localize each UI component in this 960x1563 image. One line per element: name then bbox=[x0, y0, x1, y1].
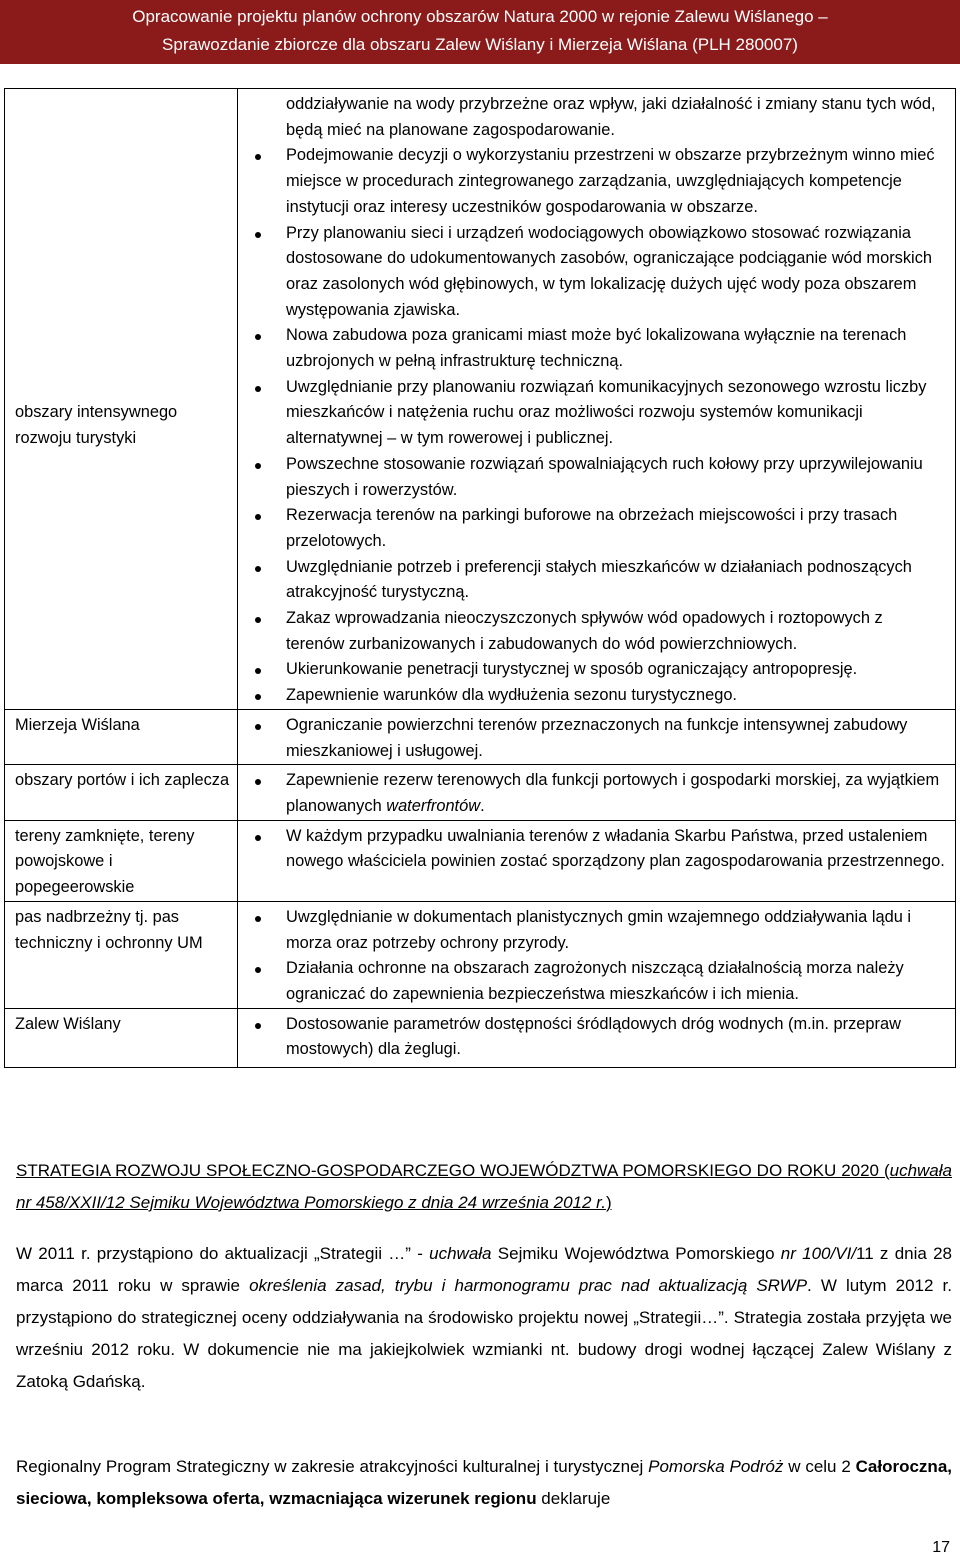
heading-text: STRATEGIA ROZWOJU SPOŁECZNO-GOSPODARCZEGO WOJEWÓDZTWA POMORSKIEGO DO ROKU 2020 ( bbox=[16, 1161, 890, 1180]
row-content bbox=[238, 765, 956, 820]
item-text: Uwzględnianie w dokumentach planistycznych gmin wzajemnego oddziaływania lądu i morza oraz potrzeby ochrony przyrody. bbox=[286, 907, 912, 952]
list-item bbox=[238, 143, 945, 220]
item-text: Dostosowanie parametrów dostępności śródlądowych dróg wodnych (m.in. przepraw mostowych) dla żeglugi. bbox=[286, 1014, 901, 1059]
text: w celu 2 bbox=[783, 1457, 856, 1476]
page-header bbox=[0, 0, 960, 64]
row-content bbox=[238, 820, 956, 901]
item-text: Uwzględnianie potrzeb i preferencji stałych mieszkańców w działaniach podnoszących atrakcyjność turystyczną. bbox=[286, 557, 912, 602]
list-item bbox=[238, 956, 945, 1007]
bullet-list bbox=[238, 768, 945, 819]
text: 11 z dnia 28 marca 2011 roku w sprawie bbox=[16, 1244, 952, 1295]
heading-italic: uchwała nr 458/XXII/12 Sejmiku Województwa Pomorskiego z dnia 24 września 2012 r. bbox=[16, 1161, 952, 1212]
text: W 2011 r. przystąpiono do aktualizacji „Strategii …” - bbox=[16, 1244, 430, 1263]
row-content bbox=[238, 901, 956, 1008]
bullet-icon bbox=[255, 916, 261, 922]
table-row bbox=[5, 709, 956, 764]
item-text: Zapewnienie warunków dla wydłużenia sezonu turystycznego. bbox=[286, 686, 737, 705]
item-text: Ograniczanie powierzchni terenów przeznaczonych na funkcje intensywnej zabudowy mieszkaniowej i usługowej. bbox=[286, 715, 908, 760]
item-end: . bbox=[480, 796, 485, 815]
bullet-list bbox=[238, 143, 945, 708]
continued-text: oddziaływanie na wody przybrzeżne oraz wpływ, jaki działalność i zmiany stanu tych wód, będą mieć na planowane zagospodarowanie. bbox=[286, 95, 936, 139]
row-label: tereny zamknięte, tereny powojskowe i popegeerowskie bbox=[5, 820, 238, 901]
bullet-icon bbox=[255, 154, 261, 160]
page-number: 17 bbox=[932, 1539, 950, 1556]
list-item bbox=[238, 452, 945, 503]
table-row bbox=[5, 89, 956, 710]
table-row bbox=[5, 901, 956, 1008]
table-row bbox=[5, 765, 956, 820]
text: deklaruje bbox=[536, 1489, 611, 1508]
row-label: Zalew Wiślany bbox=[5, 1008, 238, 1067]
strategy-paragraph-2 bbox=[16, 1451, 952, 1515]
bullet-icon bbox=[255, 724, 261, 730]
item-text: Nowa zabudowa poza granicami miast może być lokalizowana wyłącznie na terenach uzbrojonych w pełną infrastrukturę techniczną. bbox=[286, 326, 907, 371]
item-text: Zakaz wprowadzania nieoczyszczonych spływów wód opadowych i roztopowych z terenów zurbanizowanych i zabudowanych do wód powierzchniowych. bbox=[286, 609, 883, 653]
measures-table bbox=[4, 88, 956, 1068]
item-text: Podejmowanie decyzji o wykorzystaniu przestrzeni w obszarze przybrzeżnym winno mieć miejsce w procedurach zintegrowanego zarządzania, uwzględniających kompetencje instytucji oraz interesy uczestników gospodarowania w obszarze. bbox=[286, 146, 935, 216]
bullet-icon bbox=[255, 694, 261, 700]
bullet-icon bbox=[255, 334, 261, 340]
label-line: obszary intensywnego bbox=[15, 403, 178, 421]
list-item bbox=[238, 824, 945, 875]
list-item bbox=[238, 323, 945, 374]
bullet-icon bbox=[255, 668, 261, 674]
item-text: W każdym przypadku uwalniania terenów z władania Skarbu Państwa, przed ustaleniem nowego właściciela powinien zostać sporządzony plan zagospodarowania przestrzennego. bbox=[286, 826, 945, 871]
bold: Całoroczna, sieciowa, kompleksowa oferta, wzmacniająca wizerunek regionu bbox=[16, 1457, 952, 1508]
list-item bbox=[238, 503, 945, 554]
italic: określenia zasad, trybu i harmonogramu prac nad aktualizacją SRWP bbox=[249, 1276, 808, 1295]
heading-end: ) bbox=[605, 1193, 612, 1212]
row-label: pas nadbrzeżny tj. pas techniczny i ochronny UM bbox=[5, 901, 238, 1008]
strategy-paragraph-1 bbox=[16, 1238, 952, 1398]
list-item bbox=[238, 606, 945, 657]
text: Sejmiku Województwa Pomorskiego bbox=[491, 1244, 781, 1263]
list-item bbox=[238, 555, 945, 606]
list-item bbox=[238, 713, 945, 764]
text: . W lutym 2012 r. przystąpiono do strategicznej oceny oddziaływania na środowisko projektu nowej „Strategii…”. Strategia została przyjęta we wrześniu 2012 roku. W dokumencie nie ma jakiejkolwiek wzmianki nt. budowy drogi wodnej łączącej Zalew Wiślany z Zatoką Gdańską. bbox=[16, 1276, 952, 1391]
strategy-heading bbox=[16, 1155, 952, 1219]
list-item bbox=[238, 657, 945, 683]
item-text: Działania ochronne na obszarach zagrożonych niszczącą działalnością morza należy ograniczać do zapewnienia bezpieczeństwa mieszkańców i ich mienia. bbox=[286, 959, 904, 1003]
bullet-list bbox=[238, 824, 945, 875]
list-item bbox=[238, 221, 945, 324]
bullet-icon bbox=[255, 835, 261, 841]
list-item bbox=[238, 768, 945, 819]
italic: uchwała bbox=[429, 1244, 492, 1263]
list-item bbox=[238, 1012, 945, 1063]
row-label bbox=[5, 89, 238, 710]
item-italic: waterfrontów bbox=[386, 796, 481, 815]
item-text: Ukierunkowanie penetracji turystycznej w sposób ograniczający antropopresję. bbox=[286, 660, 858, 679]
bullet-icon bbox=[255, 1023, 261, 1029]
header-line-1: Opracowanie projektu planów ochrony obszarów Natura 2000 w rejonie Zalewu Wiślanego – bbox=[132, 7, 828, 26]
bullet-list bbox=[238, 905, 945, 1008]
item-text: Uwzględnianie przy planowaniu rozwiązań komunikacyjnych sezonowego wzrostu liczby mieszkańców i natężenia ruchu oraz możliwości rozwoju systemów komunikacji alternatywnej – w tym rowerowej i publicznej. bbox=[286, 377, 927, 448]
row-content bbox=[238, 709, 956, 764]
header-line-2: Sprawozdanie zbiorcze dla obszaru Zalew Wiślany i Mierzeja Wiślana (PLH 280007) bbox=[162, 35, 798, 54]
item-text: Powszechne stosowanie rozwiązań spowalniających ruch kołowy przy uprzywilejowaniu pieszych i rowerzystów. bbox=[286, 454, 923, 499]
table-row bbox=[5, 1008, 956, 1067]
bullet-list bbox=[238, 713, 945, 764]
bullet-icon bbox=[255, 617, 261, 623]
bullet-icon bbox=[255, 232, 261, 238]
row-content bbox=[238, 1008, 956, 1067]
list-item bbox=[238, 905, 945, 956]
item-text: Rezerwacja terenów na parkingi buforowe na obrzeżach miejscowości i przy trasach przelotowych. bbox=[286, 506, 898, 550]
list-item bbox=[238, 375, 945, 452]
bullet-icon bbox=[255, 386, 261, 392]
row-label: Mierzeja Wiślana bbox=[5, 709, 238, 764]
bullet-icon bbox=[255, 967, 261, 973]
italic: nr 100/VI/ bbox=[780, 1244, 857, 1263]
row-content bbox=[238, 89, 956, 710]
list-item bbox=[238, 683, 945, 709]
bullet-icon bbox=[255, 463, 261, 469]
table-row bbox=[5, 820, 956, 901]
bullet-icon bbox=[255, 514, 261, 520]
row-label: obszary portów i ich zaplecza bbox=[5, 765, 238, 820]
italic: Pomorska Podróż bbox=[648, 1457, 784, 1476]
text: Regionalny Program Strategiczny w zakresie atrakcyjności kulturalnej i turystycznej bbox=[16, 1457, 649, 1476]
item-text: Przy planowaniu sieci i urządzeń wodociągowych obowiązkowo stosować rozwiązania dostosowane do udokumentowanych zasobów, ograniczające podciąganie wód morskich oraz zasolonych wód głębinowych, w tym lokalizację dużych ujęć wody poza obszarem występowania zjawiska. bbox=[286, 223, 933, 319]
label-line: rozwoju turystyki bbox=[15, 428, 137, 447]
item-text: Zapewnienie rezerw terenowych dla funkcji portowych i gospodarki morskiej, za wyjątkiem planowanych bbox=[286, 771, 940, 815]
bullet-list bbox=[238, 1012, 945, 1063]
bullet-icon bbox=[255, 566, 261, 572]
